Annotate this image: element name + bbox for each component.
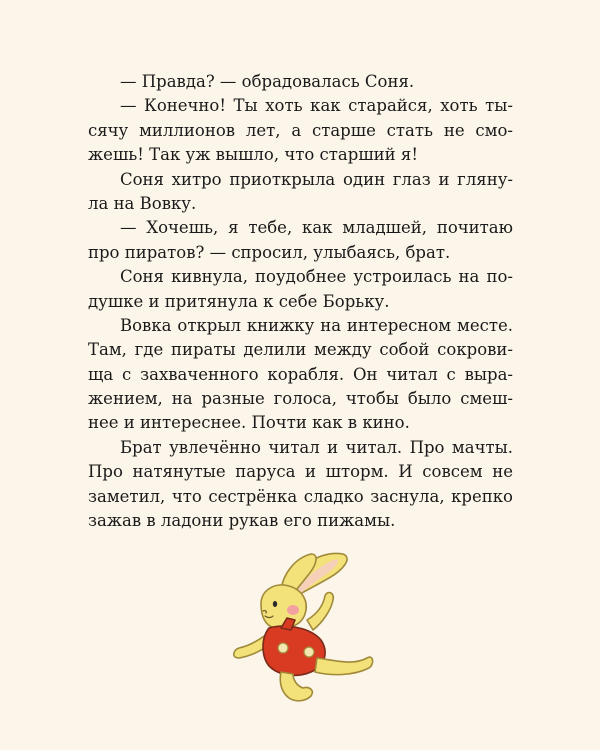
text-line: Про натянутые паруса и шторм. И совсем не bbox=[88, 462, 513, 482]
text-line: — Хочешь, я тебе, как младшей, почитаю bbox=[120, 218, 513, 238]
text-line: — Конечно! Ты хоть как старайся, хоть ты- bbox=[120, 96, 513, 116]
story-text bbox=[88, 70, 513, 533]
bunny-button bbox=[278, 643, 288, 653]
text-line: — Правда? — обрадовалась Соня. bbox=[120, 72, 415, 91]
bunny-head bbox=[261, 585, 306, 629]
text-line: жешь! Так уж вышло, что старший я! bbox=[88, 145, 418, 165]
text-line: ща с захваченного корабля. Он читал с выра- bbox=[88, 364, 513, 384]
text-line: Там, где пираты делили между собой сокрови- bbox=[88, 340, 513, 360]
bunny-button bbox=[304, 647, 314, 657]
text-line: ла на Вовку. bbox=[88, 193, 197, 213]
text-line: про пиратов? — спросил, улыбаясь, брат. bbox=[88, 242, 451, 262]
text-line: жением, на разные голоса, чтобы было смеш- bbox=[88, 389, 513, 409]
bunny-arm-right bbox=[307, 593, 333, 630]
text-line: Брат увлечённо читал и читал. Про мачты. bbox=[120, 437, 513, 457]
text-line: заметил, что сестрёнка сладко заснула, крепко bbox=[88, 486, 513, 506]
bunny-eye bbox=[273, 601, 277, 607]
text-line: душке и притянула к себе Борьку. bbox=[88, 291, 390, 311]
bunny-leg-left bbox=[280, 672, 312, 701]
bunny-cheek bbox=[287, 605, 299, 615]
text-line: Вовка открыл книжку на интересном месте. bbox=[120, 315, 513, 335]
text-line: Соня хитро приоткрыла один глаз и гляну- bbox=[120, 169, 513, 189]
text-line: нее и интереснее. Почти как в кино. bbox=[88, 413, 410, 433]
text-line: Соня кивнула, поудобнее устроилась на по- bbox=[120, 267, 513, 287]
bunny-leg-right bbox=[315, 657, 373, 675]
text-line: сячу миллионов лет, а старше стать не смо- bbox=[88, 120, 513, 140]
text-line: зажав в ладони рукав его пижамы. bbox=[88, 511, 396, 531]
bunny-illustration bbox=[225, 548, 375, 708]
